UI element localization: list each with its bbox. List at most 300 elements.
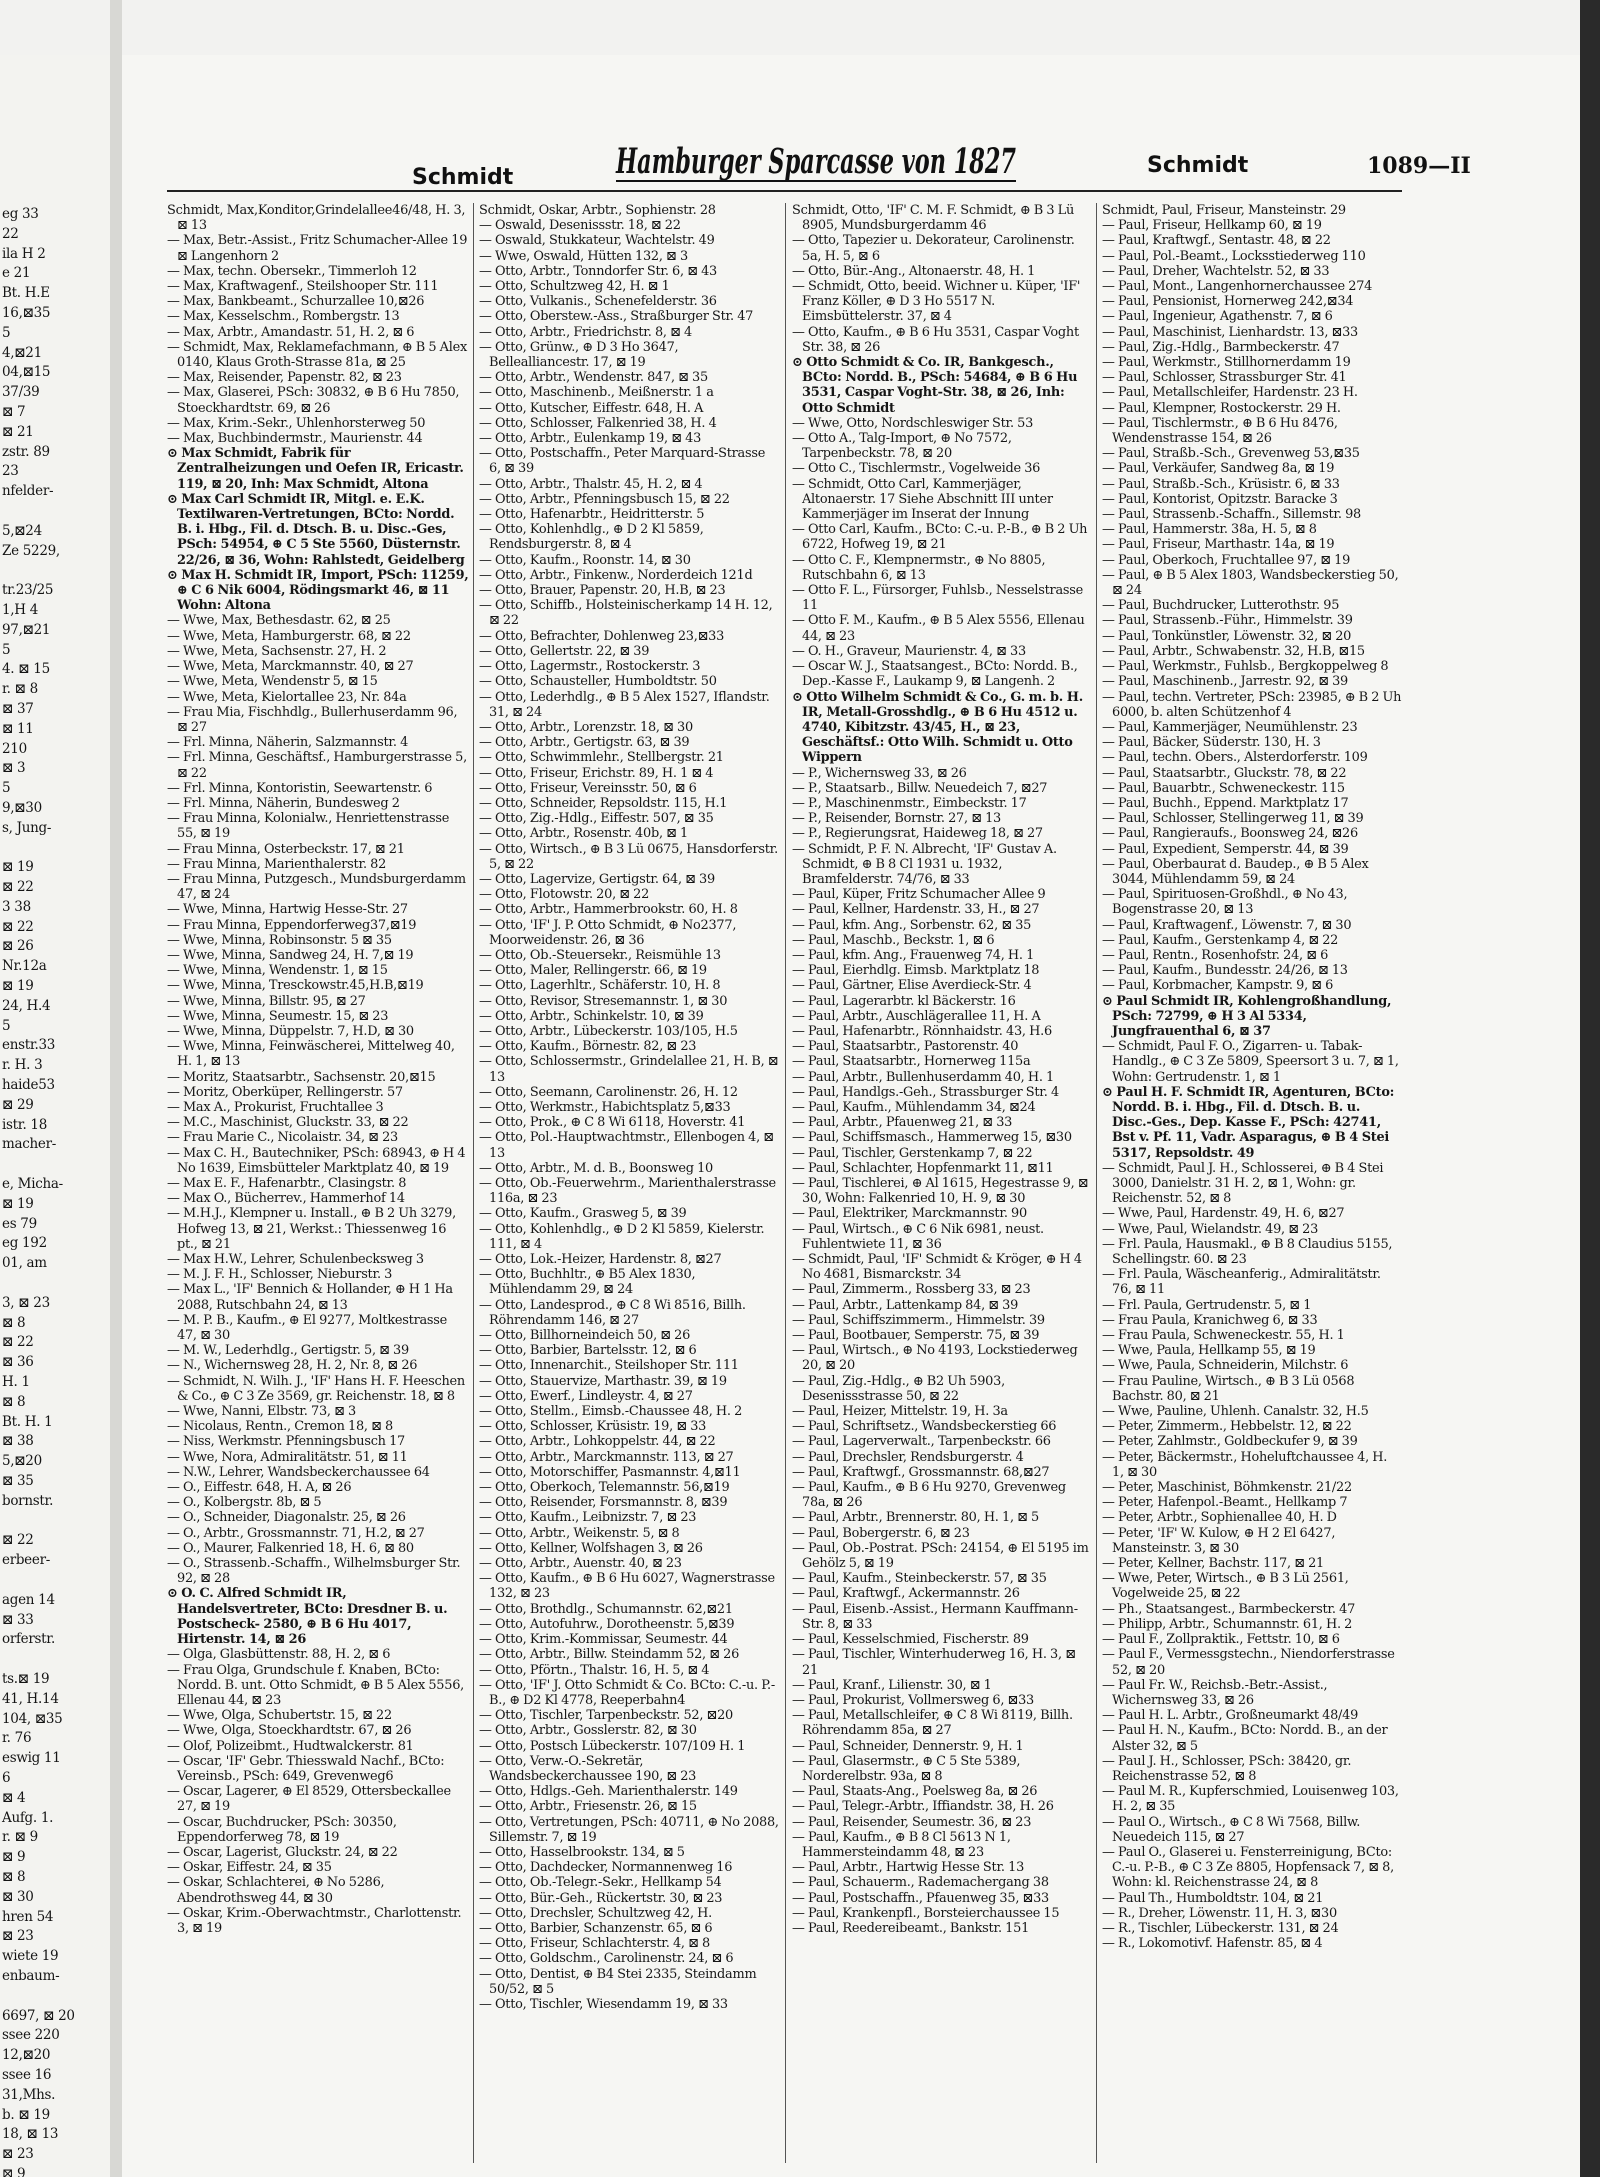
left-fragment-line: 5,⊠20 xyxy=(2,1453,42,1470)
directory-entry: — Paul, Pol.-Beamt., Locksstiederweg 110 xyxy=(1102,248,1366,264)
directory-entry: — Otto, Arbtr., Schinkelstr. 10, ⊠ 39 xyxy=(479,1008,704,1024)
directory-entry: — Wwe, Nora, Admiralitätstr. 51, ⊠ 11 xyxy=(167,1449,408,1465)
left-fragment-line: es 79 xyxy=(2,1215,37,1232)
left-fragment-line: 5 xyxy=(2,641,11,658)
directory-entry: — Paul, Tischler, Gerstenkamp 7, ⊠ 22 xyxy=(792,1145,1033,1161)
directory-entry: — Max A., Prokurist, Fruchtallee 3 xyxy=(167,1099,384,1115)
directory-entry: — O., Maurer, Falkenried 18, H. 6, ⊠ 80 xyxy=(167,1540,414,1556)
left-fragment-line xyxy=(2,839,110,859)
directory-entry: — Paul, Zig.-Hdlg., ⊕ B2 Uh 5903, Desenissstrasse 50, ⊠ 22 xyxy=(792,1373,1005,1404)
directory-entry: Schmidt, Paul, Friseur, Mansteinstr. 29 xyxy=(1102,203,1346,218)
directory-entry: — Otto, Dentist, ⊕ B4 Stei 2335, Steindamm 50/52, ⊠ 5 xyxy=(479,1966,757,1997)
directory-entry: — Otto, Kaufm., Grasweg 5, ⊠ 39 xyxy=(479,1206,687,1222)
directory-entry: — R., Dreher, Löwenstr. 11, H. 3, ⊠30 xyxy=(1102,1905,1337,1921)
left-fragment-line: r. 76 xyxy=(2,1730,32,1747)
left-fragment-line: 37/39 xyxy=(2,384,40,401)
left-fragment-line: 4,⊠21 xyxy=(2,344,42,361)
directory-entry: — Oswald, Desenissstr. 18, ⊠ 22 xyxy=(479,218,681,234)
directory-entry: — Otto, Stauervize, Marthastr. 39, ⊠ 19 xyxy=(479,1373,727,1389)
left-fragment-line: eswig 11 xyxy=(2,1750,61,1767)
directory-entry: — Otto, Ewerf., Lindleystr. 4, ⊠ 27 xyxy=(479,1388,693,1404)
directory-entry: — Max L., 'IF' Bennich & Hollander, ⊕ H 1 Ha 2088, Rutschbahn 24, ⊠ 13 xyxy=(167,1282,453,1313)
directory-entry: — Paul, Maschb., Beckstr. 1, ⊠ 6 xyxy=(792,932,995,948)
directory-entry: — Paul, Verkäufer, Sandweg 8a, ⊠ 19 xyxy=(1102,461,1335,477)
directory-entry: — Paul, Arbtr., Auschlägerallee 11, H. A xyxy=(792,1008,1041,1024)
directory-entry: — Oswald, Stukkateur, Wachtelstr. 49 xyxy=(479,233,715,249)
directory-entry: — Otto, Goldschm., Carolinenstr. 24, ⊠ 6 xyxy=(479,1951,734,1967)
directory-entry: — Otto, Buchhltr., ⊕ B5 Alex 1830, Mühlendamm 29, ⊠ 24 xyxy=(479,1267,696,1298)
directory-entry: — Peter, Kellner, Bachstr. 117, ⊠ 21 xyxy=(1102,1556,1325,1572)
directory-entry: — Frau Paula, Kranichweg 6, ⊠ 33 xyxy=(1102,1312,1318,1328)
directory-page xyxy=(122,55,1580,2177)
directory-entry: — Paul, Kraftwgf., Ackermannstr. 26 xyxy=(792,1586,1020,1602)
directory-entry: — Otto, Tischler, Tarpenbeckstr. 52, ⊠20 xyxy=(479,1708,733,1724)
left-fragment-line: Ze 5229, xyxy=(2,542,60,559)
directory-entry: — Otto, Gellertstr. 22, ⊠ 39 xyxy=(479,643,650,659)
directory-entry: ⊙ Max Schmidt, Fabrik für Zentralheizungen und Oefen IR, Ericastr. 119, ⊠ 20, Inh: Max Schmidt, Altona xyxy=(167,446,464,492)
directory-entry: — Otto, Arbtr., Friesenstr. 26, ⊠ 15 xyxy=(479,1799,697,1815)
directory-entry: — Otto, Friseur, Erichstr. 89, H. 1 ⊠ 4 xyxy=(479,765,714,781)
directory-entry: — Frl. Minna, Geschäftsf., Hamburgerstrasse 5, ⊠ 22 xyxy=(167,750,467,781)
left-fragment-line xyxy=(2,1571,110,1591)
left-fragment-line: b. ⊠ 19 xyxy=(2,2106,50,2123)
directory-entry: — Wwe, Minna, Billstr. 95, ⊠ 27 xyxy=(167,993,366,1009)
left-fragment-line: s, Jung- xyxy=(2,819,52,836)
directory-entry: — Paul, Kraftwgf., Sentastr. 48, ⊠ 22 xyxy=(1102,233,1331,249)
directory-entry: — Otto, Ob.-Feuerwehrm., Marienthalerstrasse 116a, ⊠ 23 xyxy=(479,1176,776,1207)
directory-entry: — Wwe, Oswald, Hütten 132, ⊠ 3 xyxy=(479,248,688,264)
directory-entry: — Paul, Schlosser, Stellingerweg 11, ⊠ 39 xyxy=(1102,811,1364,827)
directory-entry: — Paul, ⊕ B 5 Alex 1803, Wandsbeckerstieg 50, ⊠ 24 xyxy=(1102,567,1399,599)
directory-entry: — Wwe, Meta, Marckmannstr. 40, ⊠ 27 xyxy=(167,659,414,675)
directory-entry: — Max, Glaserei, PSch: 30832, ⊕ B 6 Hu 7850, Stoeckhardtstr. 69, ⊠ 26 xyxy=(167,385,460,416)
directory-entry: — Otto, Arbtr., Weikenstr. 5, ⊠ 8 xyxy=(479,1525,680,1541)
directory-entry: Schmidt, Oskar, Arbtr., Sophienstr. 28 xyxy=(479,203,716,218)
directory-entry: — Oskar, Schlachterei, ⊕ No 5286, Abendrothsweg 44, ⊠ 30 xyxy=(167,1875,385,1906)
directory-entry: — Peter, Zahlmstr., Goldbeckufer 9, ⊠ 39 xyxy=(1102,1434,1358,1450)
directory-entry: Schmidt, Otto, 'IF' C. M. F. Schmidt, ⊕ B 3 Lü 8905, Mundsburgerdamm 46 xyxy=(792,203,1075,234)
left-fragment-line: ⊠ 3 xyxy=(2,760,26,777)
left-fragment-line: 01, am xyxy=(2,1255,47,1272)
directory-entry: — Frau Olga, Grundschule f. Knaben, BCto: Nordd. B. unt. Otto Schmidt, ⊕ B 5 Alex 5556, Ellenau 44, ⊠ 23 xyxy=(167,1662,465,1708)
directory-entry: — Wwe, Minna, Hartwig Hesse-Str. 27 xyxy=(167,902,408,918)
directory-entry: — Paul, Schauerm., Rademachergang 38 xyxy=(792,1875,1049,1891)
directory-entry: — Paul, Glasermstr., ⊕ C 5 Ste 5389, Norderelbstr. 93a, ⊠ 8 xyxy=(792,1753,1021,1784)
directory-entry: — Otto, Tapezier u. Dekorateur, Carolinenstr. 5a, H. 5, ⊠ 6 xyxy=(792,233,1075,264)
directory-entry: — Otto, Kohlenhdlg., ⊕ D 2 Kl 5859, Kielerstr. 111, ⊠ 4 xyxy=(479,1221,765,1252)
directory-entry: — N., Wichernsweg 28, H. 2, Nr. 8, ⊠ 26 xyxy=(167,1358,418,1374)
directory-entry: — Paul, Arbtr., Brennerstr. 80, H. 1, ⊠ 5 xyxy=(792,1510,1040,1526)
directory-entry: — Paul Th., Humboldtstr. 104, ⊠ 21 xyxy=(1102,1890,1324,1906)
directory-entry: — Otto, Befrachter, Dohlenweg 23,⊠33 xyxy=(479,628,725,644)
directory-entry: — Olof, Polizeibmt., Hudtwalckerstr. 81 xyxy=(167,1738,414,1754)
directory-entry: — Frau Pauline, Wirtsch., ⊕ B 3 Lü 0568 Bachstr. 80, ⊠ 21 xyxy=(1102,1373,1355,1404)
directory-entry: — Otto, Postschaffn., Peter Marquard-Strasse 6, ⊠ 39 xyxy=(479,446,766,477)
directory-entry: — Max C. H., Bautechniker, PSch: 68943, ⊕ H 4 No 1639, Eimsbütteler Marktplatz 40, ⊠ 19 xyxy=(167,1145,466,1176)
directory-entry: — Otto, Oberstew.-Ass., Straßburger Str. 47 xyxy=(479,309,754,325)
left-fragment-line: bornstr. xyxy=(2,1492,54,1509)
directory-entry: — Schmidt, Otto Carl, Kammerjäger, Altonaerstr. 17 Siehe Abschnitt III unter Kammerjäger im Inserat der Innung xyxy=(792,476,1053,523)
directory-entry: — Oscar W. J., Staatsangest., BCto: Nordd. B., Dep.-Kasse F., Laukamp 9, ⊠ Langenh. 2 xyxy=(792,659,1078,690)
directory-entry: — Paul, Kaufm., ⊕ B 6 Hu 9270, Grevenweg 78a, ⊠ 26 xyxy=(792,1480,1066,1511)
directory-entry: — Paul, Wirtsch., ⊕ C 6 Nik 6981, neust. Fuhlentwiete 11, ⊠ 36 xyxy=(792,1221,1044,1252)
directory-entry: — Otto, Arbtr., M. d. B., Boonsweg 10 xyxy=(479,1160,713,1176)
directory-entry: — Paul, Schlosser, Strassburger Str. 41 xyxy=(1102,370,1347,386)
directory-entry: — Otto, Landesprod., ⊕ C 8 Wi 8516, Billh. Röhrendamm 146, ⊠ 27 xyxy=(479,1297,746,1328)
directory-entry: — Paul, Werkmstr., Fuhlsb., Bergkoppelweg 8 xyxy=(1102,659,1389,675)
directory-entry: — Paul, Bobergerstr. 6, ⊠ 23 xyxy=(792,1525,970,1541)
directory-entry: — Paul, Staatsarbtr., Hornerweg 115a xyxy=(792,1054,1031,1070)
directory-entry: — Paul, Schiffsmasch., Hammerweg 15, ⊠30 xyxy=(792,1130,1072,1146)
left-fragment-line: ⊠ 19 xyxy=(2,1195,34,1212)
left-fragment-line: Aufg. 1. xyxy=(2,1809,54,1826)
directory-entry: — Paul, Handlgs.-Geh., Strassburger Str. 4 xyxy=(792,1084,1059,1100)
left-fragment-line: eg 192 xyxy=(2,1235,47,1252)
left-fragment-line: 210 xyxy=(2,740,27,757)
directory-entry: — Wwe, Nanni, Elbstr. 73, ⊠ 3 xyxy=(167,1404,356,1420)
directory-entry: — Paul, Friseur, Marthastr. 14a, ⊠ 19 xyxy=(1102,537,1335,553)
directory-entry: — Otto, Lok.-Heizer, Hardenstr. 8, ⊠27 xyxy=(479,1252,722,1268)
directory-entry: — Max, Buchbindermstr., Maurienstr. 44 xyxy=(167,431,423,447)
directory-entry: — Paul, Tischlerei, ⊕ Al 1615, Hegestrasse 9, ⊠ 30, Wohn: Falkenried 10, H. 9, ⊠ 30 xyxy=(792,1176,1089,1207)
left-fragment-line: ⊠ 22 xyxy=(2,879,34,896)
directory-entry: — Otto, Verw.-O.-Sekretär, Wandsbeckerchaussee 190, ⊠ 23 xyxy=(479,1753,697,1784)
left-fragment-line: 16,⊠35 xyxy=(2,304,51,321)
directory-entry: — Paul, Straßb.-Sch., Grevenweg 53,⊠35 xyxy=(1102,446,1360,462)
directory-entry: — M.C., Maschinist, Gluckstr. 33, ⊠ 22 xyxy=(167,1115,409,1131)
directory-entry: — Otto, Vulkanis., Schenefelderstr. 36 xyxy=(479,294,717,310)
left-fragment-line: ila H 2 xyxy=(2,245,46,262)
directory-entry: — Max E. F., Hafenarbtr., Clasingstr. 8 xyxy=(167,1176,407,1191)
directory-entry: — P., Regierungsrat, Haideweg 18, ⊠ 27 xyxy=(792,826,1043,842)
directory-entry: — Paul, Arbtr., Hartwig Hesse Str. 13 xyxy=(792,1860,1025,1876)
directory-entry: ⊙ Paul H. F. Schmidt IR, Agenturen, BCto: Nordd. B. i. Hbg., Fil. d. Dtsch. B. u. Disc.-Ges., Dep. Kasse F., PSch: 42741, Bst v. Pf. 11, Vadr. Asparagus, ⊕ B 4 Stei 5317, Repsoldstr. 49 xyxy=(1102,1084,1395,1161)
directory-entry: — Schmidt, P. F. N. Albrecht, 'IF' Gustav A. Schmidt, ⊕ B 8 Cl 1931 u. 1932, Bramfelderstr. 74/76, ⊠ 33 xyxy=(792,841,1057,887)
left-fragment-line: ⊠ 19 xyxy=(2,859,34,876)
directory-entry: — Otto, Arbtr., Finkenw., Norderdeich 121d xyxy=(479,567,753,583)
left-fragment-line: hren 54 xyxy=(2,1908,54,1925)
left-fragment-line: ⊠ 22 xyxy=(2,1532,34,1549)
directory-entry: — N.W., Lehrer, Wandsbeckerchaussee 64 xyxy=(167,1464,430,1480)
left-fragment-line: 6 xyxy=(2,1769,11,1786)
directory-entry: — Otto, Vertretungen, PSch: 40711, ⊕ No 2088, Sillemstr. 7, ⊠ 19 xyxy=(479,1814,779,1845)
directory-entry: — Otto, Arbtr., Friedrichstr. 8, ⊠ 4 xyxy=(479,324,692,340)
left-fragment-line: Bt. H. 1 xyxy=(2,1413,53,1430)
directory-entry: — Paul J. H., Schlosser, PSch: 38420, gr. Reichenstrasse 52, ⊠ 8 xyxy=(1102,1753,1352,1784)
left-fragment-line: enstr.33 xyxy=(2,1037,56,1054)
left-fragment-line: 5 xyxy=(2,1017,11,1034)
left-fragment-line: enbaum- xyxy=(2,1967,60,1984)
directory-entry: — Otto, Oberkoch, Telemannstr. 56,⊠19 xyxy=(479,1480,730,1496)
left-fragment-line: ⊠ 26 xyxy=(2,938,34,955)
directory-entry: — Otto, Arbtr., Gosslerstr. 82, ⊠ 30 xyxy=(479,1723,697,1739)
directory-entry: — Peter, Arbtr., Sophienallee 40, H. D xyxy=(1102,1510,1337,1526)
left-fragment-line: 97,⊠21 xyxy=(2,621,51,638)
left-fragment-line: ⊠ 22 xyxy=(2,918,34,935)
directory-entry: — Wwe, Paul, Hardenstr. 49, H. 6, ⊠27 xyxy=(1102,1206,1345,1222)
directory-entry: — Otto, Arbtr., Eulenkamp 19, ⊠ 43 xyxy=(479,431,702,447)
directory-entry: — Paul O., Wirtsch., ⊕ C 8 Wi 7568, Billw. Neuedeich 115, ⊠ 27 xyxy=(1102,1814,1361,1845)
directory-entry: — O. H., Graveur, Maurienstr. 4, ⊠ 33 xyxy=(792,643,1026,659)
directory-entry: — Otto, Maschinenb., Meißnerstr. 1 a xyxy=(479,385,714,401)
directory-entry: — Paul, techn. Vertreter, PSch: 23985, ⊕ B 2 Uh 6000, b. alten Schützenhof 4 xyxy=(1102,689,1402,720)
directory-entry: ⊙ Max Carl Schmidt IR, Mitgl. e. E.K. Textilwaren-Vertretungen, BCto: Nordd. B. i. Hbg., Fil. d. Dtsch. B. u. Disc.-Ges, PSch: 54954, ⊕ C 5 Ste 5560, Düsternstr. 22/26, ⊠ 36, Wohn: Rahlstedt, Geidelberg xyxy=(167,491,465,568)
column-divider xyxy=(1096,203,1097,2163)
sparcasse-logo xyxy=(612,123,1022,191)
left-fragment-line xyxy=(2,1274,110,1294)
directory-entry: — Max, techn. Obersekr., Timmerloh 12 xyxy=(167,263,417,279)
directory-entry: — Paul, Telegr.-Arbtr., Iffiandstr. 38, H. 26 xyxy=(792,1799,1054,1815)
directory-entry: — Paul, kfm. Ang., Frauenweg 74, H. 1 xyxy=(792,947,1035,963)
directory-entry: — Wwe, Olga, Stoeckhardtstr. 67, ⊠ 26 xyxy=(167,1723,412,1739)
directory-entry: — Paul H. N., Kaufm., BCto: Nordd. B., an der Alster 32, ⊠ 5 xyxy=(1102,1723,1388,1754)
directory-entry: — Otto, Reisender, Forsmannstr. 8, ⊠39 xyxy=(479,1495,728,1511)
left-fragment-line: H. 1 xyxy=(2,1374,30,1391)
left-fragment-line: e, Micha- xyxy=(2,1176,63,1193)
scan-top-margin xyxy=(0,0,1600,55)
directory-entry: — Otto, Postsch Lübeckerstr. 107/109 H. 1 xyxy=(479,1738,746,1754)
directory-entry: — Otto, Seemann, Carolinenstr. 26, H. 12 xyxy=(479,1084,738,1100)
directory-entry: — Paul, Mont., Langenhornerchaussee 274 xyxy=(1102,279,1373,295)
directory-entry: — Paul, Bauarbtr., Schweneckestr. 115 xyxy=(1102,780,1345,796)
directory-entry: — Paul, Kaufm., Gerstenkamp 4, ⊠ 22 xyxy=(1102,932,1339,948)
left-fragment-line: erbeer- xyxy=(2,1552,50,1569)
directory-entry: — Otto, Hafenarbtr., Heidritterstr. 5 xyxy=(479,507,705,523)
left-fragment-line: ⊠ 33 xyxy=(2,1611,34,1628)
directory-entry: — Otto, Kellner, Wolfshagen 3, ⊠ 26 xyxy=(479,1540,703,1556)
left-fragment-line xyxy=(2,1155,110,1175)
left-fragment-line: e 21 xyxy=(2,265,31,282)
directory-entry: — Otto, Arbtr., Lübeckerstr. 103/105, H.5 xyxy=(479,1023,738,1039)
directory-entry: — Otto, Prok., ⊕ C 8 Wi 6118, Hoverstr. 41 xyxy=(479,1115,746,1131)
left-fragment-line: ⊠ 7 xyxy=(2,403,26,420)
directory-entry: — Paul, techn. Obers., Alsterdorferstr. 109 xyxy=(1102,750,1368,766)
directory-entry: ⊙ O. C. Alfred Schmidt IR, Handelsvertreter, BCto: Dresdner B. u. Postscheck- 2580, ⊕ B 6 Hu 4017, Hirtenstr. 14, ⊠ 26 xyxy=(167,1586,448,1648)
left-fragment-line: ts.⊠ 19 xyxy=(2,1670,50,1687)
left-fragment-line xyxy=(2,1650,110,1670)
directory-entry: — Otto, Barbier, Schanzenstr. 65, ⊠ 6 xyxy=(479,1920,713,1936)
directory-entry: — Otto, Schlossermstr., Grindelallee 21, H. B, ⊠ 13 xyxy=(479,1054,779,1085)
directory-entry: — Otto, Arbtr., Auenstr. 40, ⊠ 23 xyxy=(479,1556,682,1572)
directory-entry: — Peter, Bäckermstr., Hoheluftchaussee 4, H. 1, ⊠ 30 xyxy=(1102,1449,1388,1480)
directory-entry: — Wwe, Otto, Nordschleswiger Str. 53 xyxy=(792,415,1034,431)
left-fragment-line: ⊠ 30 xyxy=(2,1888,34,1905)
directory-entry: — Frau Minna, Kolonialw., Henriettenstrasse 55, ⊠ 19 xyxy=(167,811,450,842)
directory-entry: — Otto, Krim.-Kommissar, Seumestr. 44 xyxy=(479,1632,728,1648)
directory-entry: — R., Lokomotivf. Hafenstr. 85, ⊠ 4 xyxy=(1102,1936,1323,1952)
left-fragment-line: ⊠ 36 xyxy=(2,1354,34,1371)
directory-entry: — Max, Arbtr., Amandastr. 51, H. 2, ⊠ 6 xyxy=(167,324,415,340)
directory-entry: — Otto, Arbtr., Wendenstr. 847, ⊠ 35 xyxy=(479,370,708,386)
directory-entry: — Paul, Schriftsetz., Wandsbeckerstieg 66 xyxy=(792,1419,1057,1435)
page-number: 1089—II xyxy=(1367,153,1471,179)
left-fragment-line: 24, H.4 xyxy=(2,997,51,1014)
left-fragment-line: 18, ⊠ 13 xyxy=(2,2126,59,2143)
directory-entry: — Paul, Reisender, Seumestr. 36, ⊠ 23 xyxy=(792,1814,1032,1830)
directory-entry: — Wwe, Minna, Düppelstr. 7, H.D, ⊠ 30 xyxy=(167,1023,414,1039)
directory-entry: — Frau Minna, Osterbeckstr. 17, ⊠ 21 xyxy=(167,841,405,857)
directory-entry: — Otto, Bür.-Geh., Rückertstr. 30, ⊠ 23 xyxy=(479,1890,723,1906)
directory-entry: — Otto, Motorschiffer, Pasmannstr. 4,⊠11 xyxy=(479,1464,741,1480)
directory-entry: — Wwe, Meta, Sachsenstr. 27, H. 2 xyxy=(167,643,387,659)
directory-entry: ⊙ Otto Wilhelm Schmidt & Co., G. m. b. H. IR, Metall-Grosshdlg., ⊕ B 6 Hu 4512 u. 4740, Kibitzstr. 43/45, H., ⊠ 23, Geschäftsf.: Otto Wilh. Schmidt u. Otto Wippern xyxy=(792,689,1083,766)
left-fragment-line: ⊠ 23 xyxy=(2,2146,34,2163)
directory-entry: — Otto, Zig.-Hdlg., Eiffestr. 507, ⊠ 35 xyxy=(479,811,714,827)
directory-entry: — Otto, Lagervize, Gertigstr. 64, ⊠ 39 xyxy=(479,871,715,887)
directory-entry: — O., Strassenb.-Schaffn., Wilhelmsburger Str. 92, ⊠ 28 xyxy=(167,1556,461,1587)
directory-entry: — Otto, 'IF' J. Otto Schmidt & Co. BCto: C.-u. P.-B., ⊕ D2 Kl 4778, Reeperbahn4 xyxy=(479,1677,775,1708)
directory-entry: — Wwe, Paula, Hellkamp 55, ⊠ 19 xyxy=(1102,1343,1316,1359)
directory-entry: — Paul, Tischlermstr., ⊕ B 6 Hu 8476, Wendenstrasse 154, ⊠ 26 xyxy=(1102,415,1338,447)
directory-entry: — Otto, Friseur, Vereinsstr. 50, ⊠ 6 xyxy=(479,780,697,796)
left-fragment-line: nfelder- xyxy=(2,483,54,500)
directory-entry: — Paul, Heizer, Mittelstr. 19, H. 3a xyxy=(792,1404,1008,1420)
left-fragment-line: 31,Mhs. xyxy=(2,2086,56,2103)
directory-entry: — Frau Minna, Marienthalerstr. 82 xyxy=(167,856,387,872)
directory-entry: — Paul, Straßb.-Sch., Krüsistr. 6, ⊠ 33 xyxy=(1102,476,1340,492)
left-fragment-line: r. H. 3 xyxy=(2,1057,43,1074)
header-rule xyxy=(167,190,1402,192)
directory-entry: — Otto, Schneider, Repsoldstr. 115, H.1 xyxy=(479,795,728,811)
left-fragment-line: ⊠ 35 xyxy=(2,1473,34,1489)
directory-entry: — Oskar, Eiffestr. 24, ⊠ 35 xyxy=(167,1860,332,1876)
left-fragment-line: wiete 19 xyxy=(2,1948,59,1965)
directory-entry: — Philipp, Arbtr., Schumannstr. 61, H. 2 xyxy=(1102,1616,1353,1632)
directory-entry: — Paul, Elektriker, Marckmannstr. 90 xyxy=(792,1206,1027,1222)
directory-entry: — Paul, Tonkünstler, Löwenstr. 32, ⊠ 20 xyxy=(1102,628,1352,644)
directory-entry: — Paul, Schlachter, Hopfenmarkt 11, ⊠11 xyxy=(792,1160,1054,1176)
left-fragment-line: ⊠ 38 xyxy=(2,1433,34,1450)
directory-entry: — Otto, Kaufm., Börnestr. 82, ⊠ 23 xyxy=(479,1039,697,1055)
directory-entry: — Paul, Bootbauer, Semperstr. 75, ⊠ 39 xyxy=(792,1328,1040,1344)
left-fragment-line: ⊠ 37 xyxy=(2,700,34,717)
directory-entry: — Frl. Paula, Hausmakl., ⊕ B 8 Claudius 5155, Schellingstr. 60. ⊠ 23 xyxy=(1102,1236,1393,1268)
directory-entry: — Wwe, Minna, Seumestr. 15, ⊠ 23 xyxy=(167,1008,389,1024)
left-fragment-line: ⊠ 21 xyxy=(2,423,34,440)
directory-entry: — Paul, Kaufm., Steinbeckerstr. 57, ⊠ 35 xyxy=(792,1571,1047,1587)
directory-entry: — Oscar, 'IF' Gebr. Thiesswald Nachf., BCto: Vereinsb., PSch: 649, Grevenweg6 xyxy=(167,1753,445,1784)
directory-entry: — Oscar, Buchdrucker, PSch: 30350, Eppendorferweg 78, ⊠ 19 xyxy=(167,1814,397,1845)
directory-entry: — Paul, Kesselschmied, Fischerstr. 89 xyxy=(792,1632,1029,1648)
directory-entry: — R., Tischler, Lübeckerstr. 131, ⊠ 24 xyxy=(1102,1920,1339,1936)
left-fragment-line: Nr.12a xyxy=(2,958,47,975)
directory-entry: — Paul, Rentn., Rosenhofstr. 24, ⊠ 6 xyxy=(1102,947,1329,963)
left-fragment-line: 3, ⊠ 23 xyxy=(2,1294,50,1311)
directory-entry: — Otto, Kaufm., ⊕ B 6 Hu 3531, Caspar Voght Str. 38, ⊠ 26 xyxy=(792,324,1079,355)
directory-entry: — Paul, Buchdrucker, Lutterothstr. 95 xyxy=(1102,598,1340,614)
directory-entry: — Paul, kfm. Ang., Sorbenstr. 62, ⊠ 35 xyxy=(792,917,1032,933)
directory-entry: — Otto, Dachdecker, Normannenweg 16 xyxy=(479,1860,733,1876)
left-fragment-line: ⊠ 8 xyxy=(2,1314,26,1331)
directory-entry: — Otto, Ob.-Steuersekr., Reismühle 13 xyxy=(479,947,721,963)
left-fragment-line: ⊠ 22 xyxy=(2,1334,34,1351)
directory-entry: — Wwe, Meta, Wendenstr 5, ⊠ 15 xyxy=(167,674,378,690)
directory-entry: — Max, Kesselschm., Rombergstr. 13 xyxy=(167,309,400,325)
directory-entry: — Otto, Arbtr., Gertigstr. 63, ⊠ 39 xyxy=(479,735,690,751)
directory-entry: — Paul, Reedereibeamt., Bankstr. 151 xyxy=(792,1920,1030,1936)
directory-entry: — Paul, Bäcker, Süderstr. 130, H. 3 xyxy=(1102,735,1321,751)
directory-entry: — Paul, Spirituosen-Großhdl., ⊕ No 43, Bogenstrasse 20, ⊠ 13 xyxy=(1102,887,1348,918)
left-fragment-line: 22 xyxy=(2,225,19,242)
directory-entry: — Max, Kraftwagenf., Steilshooper Str. 111 xyxy=(167,279,439,295)
directory-entry: — Otto, Schiffb., Holsteinischerkamp 14 H. 12, ⊠ 22 xyxy=(479,598,773,629)
directory-entry: — Frl. Minna, Näherin, Bundesweg 2 xyxy=(167,795,400,811)
directory-entry: — Otto, Barbier, Bartelsstr. 12, ⊠ 6 xyxy=(479,1343,697,1359)
directory-entry: — Otto, Drechsler, Schultzweg 42, H. xyxy=(479,1905,713,1921)
directory-entry: — Max, Bankbeamt., Schurzallee 10,⊠26 xyxy=(167,294,425,310)
directory-entry: — Paul, Krankenpfl., Borsteierchaussee 15 xyxy=(792,1905,1060,1921)
directory-entry: — Otto, Schausteller, Humboldtstr. 50 xyxy=(479,674,717,690)
directory-entry: — Paul, Metallschleifer, ⊕ C 8 Wi 8119, Billh. Röhrendamm 85a, ⊠ 27 xyxy=(792,1708,1073,1739)
directory-entry: — Wwe, Minna, Robinsonstr. 5 ⊠ 35 xyxy=(167,932,392,948)
directory-entry: — Otto, Arbtr., Tonndorfer Str. 6, ⊠ 43 xyxy=(479,263,718,279)
left-fragment-line: ⊠ 9 xyxy=(2,2165,26,2177)
directory-entry: — Otto, Friseur, Schlachterstr. 4, ⊠ 8 xyxy=(479,1936,710,1952)
directory-entry: — Otto, Hasselbrookstr. 134, ⊠ 5 xyxy=(479,1844,685,1860)
directory-entry: — Max, Reisender, Papenstr. 82, ⊠ 23 xyxy=(167,370,402,386)
directory-entry: — Schmidt, Paul J. H., Schlosserei, ⊕ B 4 Stei 3000, Danielstr. 31 H. 2, ⊠ 1, Wohn: gr. Reichenstr. 52, ⊠ 8 xyxy=(1102,1160,1384,1207)
directory-entry: — Olga, Glasbüttenstr. 88, H. 2, ⊠ 6 xyxy=(167,1647,391,1663)
directory-entry: — Otto, Stellm., Eimsb.-Chaussee 48, H. 2 xyxy=(479,1404,743,1420)
directory-entry: — Otto, Brothdlg., Schumannstr. 62,⊠21 xyxy=(479,1601,733,1617)
directory-entry: — Frl. Paula, Wäscheanferig., Admiralitätstr. 76, ⊠ 11 xyxy=(1102,1267,1381,1298)
directory-entry: — Peter, Maschinist, Böhmkenstr. 21/22 xyxy=(1102,1480,1352,1496)
directory-entry: — Paul, Strassenb.-Führ., Himmelstr. 39 xyxy=(1102,613,1353,629)
directory-entry: — Paul, Friseur, Hellkamp 60, ⊠ 19 xyxy=(1102,218,1322,234)
column-divider xyxy=(473,203,474,2163)
directory-entry: — Otto, Billhorneindeich 50, ⊠ 26 xyxy=(479,1328,691,1344)
page-header xyxy=(122,55,1580,190)
directory-entry: — Wwe, Peter, Wirtsch., ⊕ B 3 Lü 2561, Vogelweide 25, ⊠ 22 xyxy=(1102,1571,1349,1602)
directory-entry: — Paul, Kammerjäger, Neumühlenstr. 23 xyxy=(1102,719,1358,735)
left-page-text xyxy=(0,55,110,2177)
directory-entry: — Otto, Lagermstr., Rostockerstr. 3 xyxy=(479,659,701,675)
directory-entry: — Otto, Ob.-Telegr.-Sekr., Hellkamp 54 xyxy=(479,1875,722,1891)
directory-entry: — Paul, Hafenarbtr., Rönnhaidstr. 43, H.6 xyxy=(792,1023,1052,1039)
directory-entry: — Paul, Zimmerm., Rossberg 33, ⊠ 23 xyxy=(792,1282,1031,1298)
left-fragment-line xyxy=(2,1512,110,1532)
directory-entry: — Ph., Staatsangest., Barmbeckerstr. 47 xyxy=(1102,1601,1356,1617)
directory-entry: — P., Staatsarb., Billw. Neuedeich 7, ⊠27 xyxy=(792,780,1048,796)
directory-entry: — Otto, Arbtr., Marckmannstr. 113, ⊠ 27 xyxy=(479,1449,734,1465)
directory-entry: — Otto, Lederhdlg., ⊕ B 5 Alex 1527, Iflandstr. 31, ⊠ 24 xyxy=(479,689,770,720)
directory-entry: — Otto, Schwimmlehr., Stellbergstr. 21 xyxy=(479,750,724,766)
logo-text: Hamburger Sparcasse von 1827 xyxy=(615,141,1016,182)
directory-entry: — Paul, Postschaffn., Pfauenweg 35, ⊠33 xyxy=(792,1890,1049,1906)
directory-entry: — Otto, Schlosser, Krüsistr. 19, ⊠ 33 xyxy=(479,1419,707,1435)
left-fragment-line: ⊠ 4 xyxy=(2,1789,26,1806)
directory-entry: — Wwe, Paul, Wielandstr. 49, ⊠ 23 xyxy=(1102,1221,1319,1237)
left-fragment-line: 04,⊠15 xyxy=(2,364,51,381)
directory-entry: — Paul O., Glaserei u. Fensterreinigung, BCto: C.-u. P.-B., ⊕ C 3 Ze 8805, Hopfensack 7, ⊠ 8, Wohn: kl. Reichenstrasse 24, ⊠ 8 xyxy=(1102,1844,1394,1891)
directory-entry: — Paul Fr. W., Reichsb.-Betr.-Assist., Wichernsweg 33, ⊠ 26 xyxy=(1102,1677,1328,1708)
directory-entry: — Otto C., Tischlermstr., Vogelweide 36 xyxy=(792,461,1041,477)
directory-entry: — Paul, Kaufm., Mühlendamm 34, ⊠24 xyxy=(792,1099,1036,1115)
directory-entry: — Wwe, Minna, Wendenstr. 1, ⊠ 15 xyxy=(167,963,388,979)
directory-entry: — Otto, Arbtr., Lorenzstr. 18, ⊠ 30 xyxy=(479,719,693,735)
directory-entry: — Otto, Arbtr., Thalstr. 45, H. 2, ⊠ 4 xyxy=(479,476,703,492)
left-fragment-line: ⊠ 8 xyxy=(2,1393,26,1410)
directory-entry: — Paul, Kraftwgf., Grossmannstr. 68,⊠27 xyxy=(792,1464,1050,1480)
directory-entry: — Otto, Kutscher, Eiffestr. 648, H. A xyxy=(479,400,704,416)
directory-entry: — Max H.W., Lehrer, Schulenbecksweg 3 xyxy=(167,1252,424,1268)
directory-entry: — Peter, Zimmerm., Hebbelstr. 12, ⊠ 22 xyxy=(1102,1419,1352,1435)
left-fragment-line: 3 38 xyxy=(2,898,31,915)
directory-entry: — Otto, Pol.-Hauptwachtmstr., Ellenbogen 4, ⊠ 13 xyxy=(479,1130,774,1161)
directory-entry: — Paul, Arbtr., Bullenhuserdamm 40, H. 1 xyxy=(792,1069,1055,1085)
directory-entry: — Otto, Innenarchit., Steilshoper Str. 111 xyxy=(479,1358,739,1374)
directory-entry: — Schmidt, Paul F. O., Zigarren- u. Tabak-Handlg., ⊕ C 3 Ze 5809, Speersort 3 u. 7, ⊠ 1, Wohn: Gertrudenstr. 1, ⊠ 1 xyxy=(1102,1039,1399,1085)
